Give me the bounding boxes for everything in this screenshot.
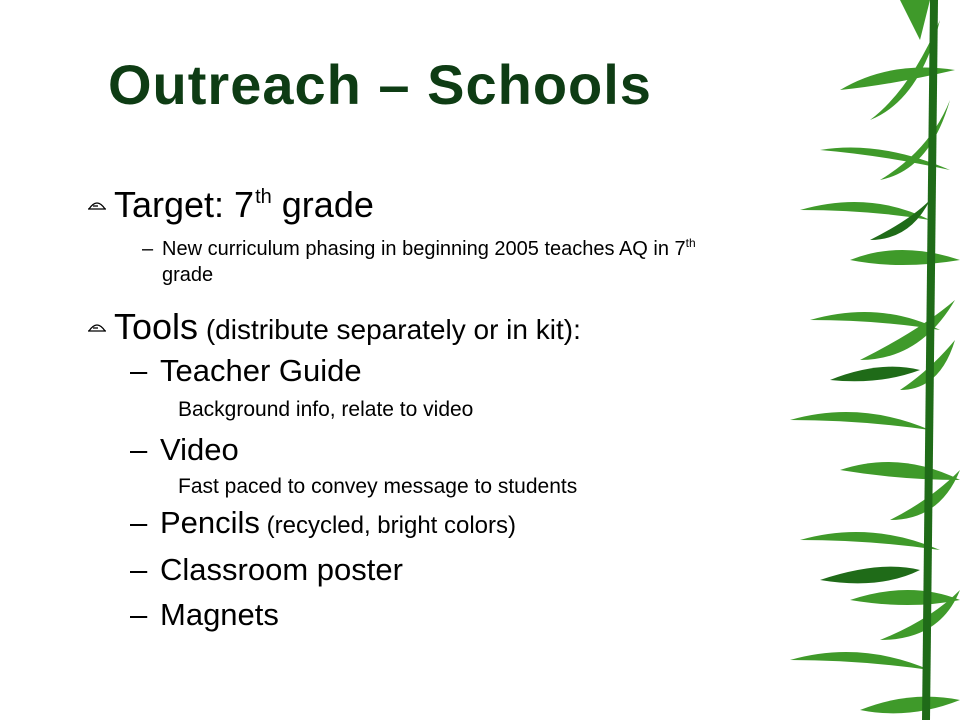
video-note: Fast paced to convey message to students — [178, 475, 578, 498]
bullet-icon — [86, 316, 108, 338]
teacher-guide-note: Background info, relate to video — [178, 398, 474, 421]
target-subline-2: grade — [162, 264, 214, 286]
target-label: Target: 7th grade — [114, 184, 374, 225]
tools-item-video: – Video — [130, 432, 239, 467]
tools-item-classroom-poster: – Classroom poster — [130, 552, 403, 587]
tools-item-teacher-guide: – Teacher Guide — [130, 353, 362, 388]
bamboo-decoration — [780, 0, 960, 720]
target-subline-1: – New curriculum phasing in beginning 2005 teaches AQ in 7th — [142, 236, 696, 260]
tools-item-magnets: – Magnets — [130, 597, 279, 632]
bullet-icon — [86, 194, 108, 216]
bullet-tools — [86, 306, 581, 348]
tools-item-pencils: – Pencils (recycled, bright colors) — [130, 505, 517, 540]
tools-label: Tools (distribute separately or in kit): — [114, 306, 581, 347]
bullet-target — [86, 184, 374, 226]
slide-title: Outreach – Schools — [108, 53, 652, 116]
